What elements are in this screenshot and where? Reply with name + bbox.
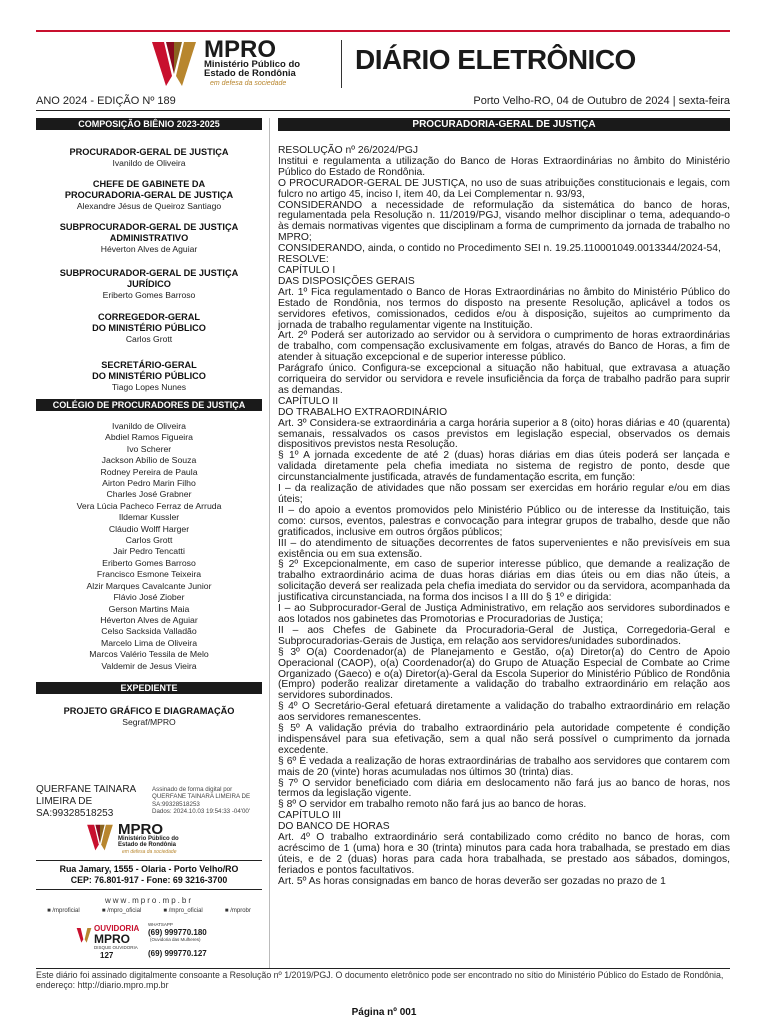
paragraph: Parágrafo único. Configura-se excepcional a situação não habitual, que extravasa a atuação corriqueira do servidor ou servidora e revele insuficiência da força de trabalho padrão para suprir as demandas. [278, 363, 730, 396]
paragraph: § 4º O Secretário-Geral efetuará diretamente a validação do trabalho extraordinário em relação aos servidores remanescentes. [278, 701, 730, 724]
paragraph: DO TRABALHO EXTRAORDINÁRIO [278, 406, 448, 418]
website[interactable]: www.mpro.mp.br [104, 896, 193, 905]
paragraph: I – da realização de atividades que não possam ser exercidas em horário regular e/ou em dias úteis; [278, 483, 730, 505]
role-title: PROCURADORIA-GERAL DE JUSTIÇA [64, 190, 234, 200]
colegio-member: Valdemir de Jesus Vieira [101, 660, 197, 671]
colegio-member: Ivo Scherer [126, 443, 172, 454]
colegio-member: Rodney Pereira de Paula [100, 466, 198, 477]
paragraph: § 2º Excepcionalmente, em caso de superior interesse público, que demande a realização de trabalho extraordinário acima de duas horas diárias em dias úteis ou em dias não úteis, a solicitação deverá ser realizada pela chefia imediata do servidor ou da servidora, acompanhada da justificativa circunstanciada, na forma dos incisos I a III do § 1º e dirigida: [278, 559, 730, 604]
colegio-member: Abdiel Ramos Figueira [105, 432, 193, 443]
paragraph: § 1º A jornada excedente de até 2 (duas) horas diárias em dias úteis poderá ser lançada e validada diretamente pela chefia imediata no sistema de registro de ponto, desde que circunstancialmente justificada, através de fundamentação escrita, em função: [278, 450, 730, 484]
paragraph: CAPÍTULO I [278, 264, 336, 276]
whatsapp-number-2[interactable]: (69) 999770.127 [148, 949, 207, 958]
paragraph: § 7º O servidor beneficiado com diária em deslocamento não fará jus ao banco de horas, nos termos da legislação vigente. [278, 777, 730, 800]
column-divider [269, 118, 270, 968]
footer-logo [86, 822, 216, 858]
colegio-member: Jackson Abílio de Souza [101, 455, 197, 466]
projeto-title: PROJETO GRÁFICO E DIAGRAMAÇÃO [63, 705, 235, 716]
main-content [278, 118, 730, 966]
role-block [36, 147, 262, 169]
paragraph: Art. 4º O trabalho extraordinário será contabilizado como crédito no banco de horas, com acréscimo de 1 (uma) hora e 30 (trinta) minutos para cada hora trabalhada, se prestado em dias úteis, e de 2 (duas) horas para cada hora trabalhada, se prestado aos sábados, domingos, feriados e pontos facultativos. [278, 832, 730, 876]
colegio-member: Eriberto Gomes Barroso [102, 557, 196, 568]
role-title: CORREGEDOR-GERAL [97, 312, 201, 322]
colegio-member: Gerson Martins Maia [108, 603, 190, 614]
paragraph: II – aos Chefes de Gabinete da Procuradoria-Geral de Justiça, Corregedoria-Geral e Subprocuradorias-Gerais de Justiça, em relação aos servidores/unidades subordinados. [278, 624, 730, 647]
footer-rule [36, 968, 730, 969]
page-number: Página nº 001 [351, 1007, 417, 1018]
edition: ANO 2024 - EDIÇÃO Nº 189 [36, 95, 176, 107]
composicao-header: COMPOSIÇÃO BIÊNIO 2023-2025 [36, 118, 262, 130]
instagram-link[interactable]: ■ /mpro_oficial [163, 908, 203, 914]
role-title: ADMINISTRATIVO [109, 233, 189, 243]
role-name: Carlos Grott [125, 334, 173, 344]
signature-details: Assinado de forma digital por QUERFANE TAINARA LIMEIRA DE SA:99328518253 Dados: 2024.10.03 19:54:33 -04'00' [152, 786, 251, 815]
role-name: Ivanildo de Oliveira [112, 158, 186, 168]
paragraph: § 8º O servidor em trabalho remoto não fará jus ao banco de horas. [278, 799, 587, 811]
paragraph: II – do apoio a eventos promovidos pelo Ministério Público ou de interesse da Instituição, tais como: cursos, eventos, palestras e convocação para integrar grupos de trabalho, desde que não gratificados, inclusive em outros órgãos públicos; [278, 504, 730, 538]
brand-sub1: Ministério Público do [204, 59, 301, 70]
paragraph: § 3º O(a) Coordenador(a) de Planejamento e Gestão, o(a) Diretor(a) do Centro de Apoio Operacional (CAOP), o(a) Coordenador(a) do Grupo de Atuação Especial de Combate ao Crime Organizado (Gaeco) e o(a) Diretor(a)-Geral da Escola Superior do Ministério Público de Rondônia (Empro) poderão realizar diretamente a validação do trabalho extraordinário em relação aos servidores subordinados. [278, 646, 730, 702]
brand-name: MPRO [204, 36, 276, 63]
disque-number: 127 [100, 951, 114, 960]
header-divider [341, 40, 342, 88]
disque-label: DISQUE OUVIDORIA [94, 945, 138, 950]
paragraph: Institui e regulamenta a utilização do Banco de Horas Extraordinárias no âmbito do Ministério Público do Estado de Rondônia. [278, 155, 730, 178]
brand-sub2: Estado de Rondônia [204, 68, 296, 79]
page-title: DIÁRIO ELETRÔNICO [355, 44, 636, 75]
role-title: DO MINISTÉRIO PÚBLICO [92, 323, 206, 333]
mpro-emblem-icon [150, 38, 198, 88]
role-block [36, 360, 262, 393]
footer-note: Este diário foi assinado digitalmente consoante a Resolução nº 1/2019/PGJ. O documento eletrônico pode ser encontrado no sítio do Ministério Público do Estado de Rondônia, endereço: http://diario.mpro.mp.br [36, 970, 724, 990]
top-red-rule [36, 30, 730, 32]
address-block [36, 860, 262, 890]
youtube-link[interactable]: ■ /mprobr [224, 908, 251, 914]
paragraph: Art. 1º Fica regulamentado o Banco de Horas Extraordinárias no âmbito do Ministério Público do Estado de Rondônia, nos termos do disposto na presente Resolução, aplicável a todos os servidores efetivos, comissionados, cedidos e/ou à disposição, sujeitos ao cumprimento da jornada de trabalho regulamentar vigente na Instituição. [278, 286, 730, 331]
address-line: Rua Jamary, 1555 - Olaria - Porto Velho/RO [59, 864, 239, 874]
paragraph: § 5º A validação prévia do trabalho extraordinário pela autoridade competente é condição indispensável para sua efetivação, sem a qual não será possível o cumprimento da jornada excedente. [278, 723, 730, 756]
footer-brand-sub1: Ministério Público do [118, 836, 179, 842]
whatsapp-label: WHATSAPP [148, 922, 173, 927]
paragraph: Art. 5º As horas consignadas em banco de horas deverão ser gozadas no prazo de 1 [278, 875, 666, 887]
role-name: Eriberto Gomes Barroso [102, 290, 196, 300]
role-title: JURÍDICO [127, 279, 171, 289]
whatsapp-note: (Ouvidoria das Mulheres) [150, 937, 201, 942]
colegio-list [36, 421, 262, 672]
colegio-member: Celso Sacksida Valladão [101, 626, 197, 637]
paragraph: O PROCURADOR-GERAL DE JUSTIÇA, no uso de suas atribuições constitucionais e legais, com fulcro no artigo 45, inciso I, item 40, da Lei Complementar n. 93/93, [278, 177, 730, 200]
colegio-member: Jair Pedro Tencatti [113, 546, 185, 557]
ouvidoria-block [76, 924, 236, 968]
facebook-link[interactable]: ■ /mproficial [47, 908, 80, 914]
colegio-header: COLÉGIO DE PROCURADORES DE JUSTIÇA [36, 399, 262, 411]
colegio-member: Charles José Grabner [106, 489, 192, 500]
projeto-org: Segraf/MPRO [122, 716, 176, 727]
footer-brand: MPRO [118, 821, 163, 838]
role-block [36, 179, 262, 212]
brand-tagline: em defesa da sociedade [210, 80, 287, 87]
footer-brand-tag: em defesa da sociedade [122, 849, 177, 855]
paragraph: I – ao Subprocurador-Geral de Justiça Administrativo, em relação aos servidores subordinados e aos lotados nos gabinetes das Promotorias e Procuradorias de Justiça; [278, 603, 730, 625]
colegio-member: Marcos Valério Tessila de Melo [89, 649, 209, 660]
colegio-member: Cláudio Wolff Harger [108, 523, 190, 534]
paragraph: DAS DISPOSIÇÕES GERAIS [278, 275, 415, 287]
role-block [36, 312, 262, 345]
mpro-logo [150, 38, 340, 94]
signature-name: QUERFANE TAINARA LIMEIRA DE SA:99328518253 [36, 784, 137, 819]
address-line: CEP: 76.801-917 - Fone: 69 3216-3700 [70, 875, 228, 885]
colegio-member: Héverton Alves de Aguiar [100, 614, 198, 625]
colegio-member: Ivanildo de Oliveira [112, 421, 186, 431]
role-name: Héverton Alves de Aguiar [100, 244, 198, 254]
paragraph: III – do atendimento de situações decorrentes de fatos supervenientes e não previsíveis em sua existência ou em sua extensão. [278, 537, 730, 560]
colegio-member: Ildemar Kussler [118, 512, 180, 523]
paragraph: Art. 3º Considera-se extraordinária a carga horária superior a 8 (oito) horas diárias e 40 (quarenta) semanais, ressalvados os casos previstos em legislação especial, observados os demais dispositivos previstos nesta Resolução. [278, 417, 730, 451]
role-block [36, 268, 262, 301]
paragraph: DO BANCO DE HORAS [278, 821, 390, 833]
sidebar [36, 118, 262, 998]
resolution-body [278, 146, 730, 888]
role-title: DO MINISTÉRIO PÚBLICO [92, 371, 206, 381]
edition-line [36, 95, 730, 109]
header-rule [36, 110, 730, 111]
colegio-member: Marcelo Lima de Oliveira [100, 637, 198, 648]
footer-brand-sub2: Estado de Rondônia [118, 842, 177, 848]
social-links [36, 908, 262, 914]
role-name: Alexandre Jésus de Queiroz Santiago [76, 201, 222, 211]
colegio-member: Carlos Grott [125, 535, 173, 546]
role-title: SECRETÁRIO-GERAL [101, 360, 197, 370]
paragraph: CONSIDERANDO, ainda, o contido no Procedimento SEI n. 19.25.110001049.0013344/2024-54, [278, 243, 721, 255]
mpro-emblem-icon [76, 926, 92, 944]
whatsapp-number-1[interactable]: (69) 999770.180 [148, 928, 207, 937]
role-title: PROCURADOR-GERAL DE JUSTIÇA [69, 147, 229, 157]
role-title: SUBPROCURADOR-GERAL DE JUSTIÇA [59, 222, 239, 232]
section-header: PROCURADORIA-GERAL DE JUSTIÇA [278, 118, 730, 131]
expediente-header: EXPEDIENTE [36, 682, 262, 694]
colegio-member: Alzir Marques Cavalcante Junior [86, 580, 212, 591]
paragraph: RESOLUÇÃO nº 26/2024/PGJ [278, 145, 418, 156]
colegio-member: Vera Lúcia Pacheco Ferraz de Arruda [76, 500, 222, 511]
role-title: CHEFE DE GABINETE DA [92, 179, 206, 189]
paragraph: CAPÍTULO II [278, 395, 339, 407]
colegio-member: Flávio José Ziober [113, 592, 185, 603]
projeto-block [36, 706, 262, 728]
twitter-link[interactable]: ■ /mpro_oficial [101, 908, 142, 914]
ouvidoria-label: OUVIDORIA [94, 924, 140, 933]
paragraph: RESOLVE: [278, 254, 329, 266]
mpro-emblem-icon [86, 822, 114, 852]
paragraph: CAPÍTULO III [278, 810, 341, 822]
paragraph: Art. 2º Poderá ser autorizado ao servidor ou à servidora o cumprimento de horas extraordinárias de trabalho, com compensação exclusivamente em folgas, através do Banco de Horas, a fim de atender à situação excepcional e de superior interesse público. [278, 330, 730, 364]
paragraph: CONSIDERANDO a necessidade de reformulação da sistemática do banco de horas, regulamentada pela Resolução n. 11/2019/PGJ, visando melhor disciplinar o tema, adequando-o às demais normativas vigentes que disciplinam a forma de cumprimento da jornada de trabalho no MPRO; [278, 199, 730, 244]
role-block [36, 222, 262, 255]
colegio-member: Francisco Esmone Teixeira [96, 569, 202, 580]
role-name: Tiago Lopes Nunes [111, 382, 187, 392]
role-title: SUBPROCURADOR-GERAL DE JUSTIÇA [59, 268, 239, 278]
ouvidoria-brand: MPRO [94, 932, 130, 946]
dateline: Porto Velho-RO, 04 de Outubro de 2024 | sexta-feira [473, 95, 730, 107]
paragraph: § 6º É vedada a realização de horas extraordinárias de trabalho aos servidores que contarem com mais de 20 (vinte) horas acumuladas nos últimos 30 (trinta) dias. [278, 755, 730, 778]
colegio-member: Airton Pedro Marin Filho [102, 478, 196, 489]
